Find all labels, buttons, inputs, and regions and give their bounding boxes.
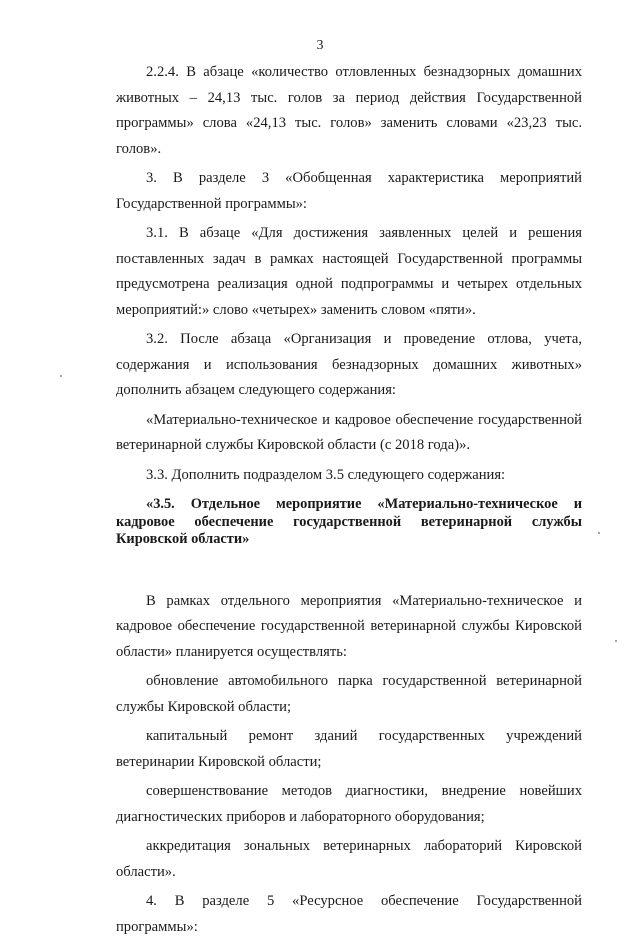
list-item-vehicle-fleet: обновление автомобильного парка государственной ветеринарной службы Кировской области; [116, 673, 582, 715]
paragraph-2-2-4: 2.2.4. В абзаце «количество отловленных безнадзорных домашних животных – 24,13 тыс. голов за период действия Государственной программы» слова «24,13 тыс. голов» заменить словами «23,23 тыс. голов». [116, 64, 582, 157]
scan-speck [598, 532, 600, 534]
paragraph-3-1: 3.1. В абзаце «Для достижения заявленных целей и решения поставленных задач в рамках настоящей Государственной программы предусмотрена реализация одной подпрограммы и четырех отдельных мероприятий:» слово «четырех» заменить словом «пяти». [116, 225, 582, 318]
list-item-accreditation: аккредитация зональных ветеринарных лабораторий Кировской области». [116, 838, 582, 880]
paragraph-3: 3. В разделе 3 «Обобщенная характеристика мероприятий Государственной программы»: [116, 170, 582, 212]
section-heading-3-5: «3.5. Отдельное мероприятие «Материально-техническое и кадровое обеспечение государственной ветеринарной службы Кировской области» [116, 496, 582, 547]
paragraph-4: 4. В разделе 5 «Ресурсное обеспечение Государственной программы»: [116, 893, 582, 935]
page-number: 3 [316, 38, 324, 53]
paragraph-quoted-activity: «Материально-техническое и кадровое обеспечение государственной ветеринарной службы Кировской области (с 2018 года)». [116, 411, 582, 453]
paragraph-activity-intro: В рамках отдельного мероприятия «Материально-техническое и кадровое обеспечение государственной ветеринарной службы Кировской области» планируется осуществлять: [116, 592, 582, 660]
scan-speck [615, 640, 617, 642]
document-body [116, 60, 582, 944]
list-item-diagnostics: совершенствование методов диагностики, внедрение новейших диагностических приборов и лабораторного оборудования; [116, 783, 582, 825]
scan-speck [60, 375, 62, 377]
paragraph-3-3: 3.3. Дополнить подразделом 3.5 следующего содержания: [146, 466, 506, 483]
paragraph-3-2: 3.2. После абзаца «Организация и проведение отлова, учета, содержания и использования безнадзорных домашних животных» дополнить абзацем следующего содержания: [116, 331, 582, 398]
list-item-capital-repair: капитальный ремонт зданий государственных учреждений ветеринарии Кировской области; [116, 728, 582, 770]
